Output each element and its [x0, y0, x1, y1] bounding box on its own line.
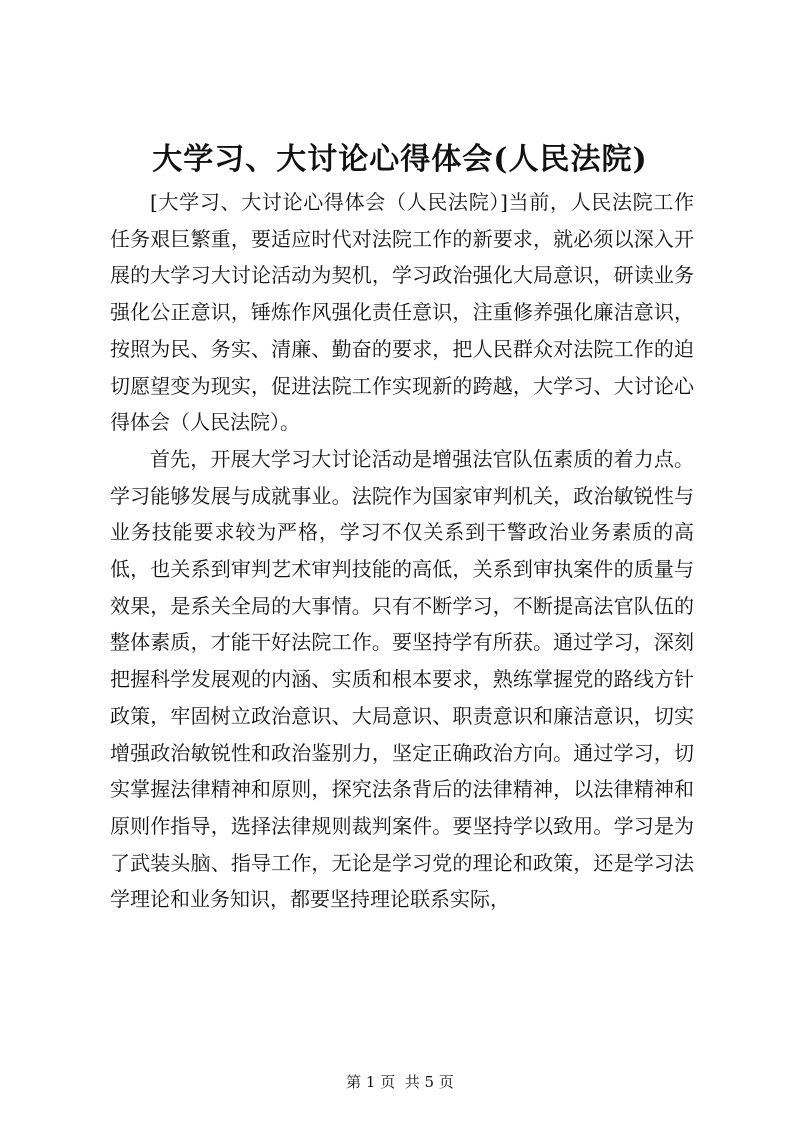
document-body: [110, 184, 694, 918]
paragraph-first-point: 首先，开展大学习大讨论活动是增强法官队伍素质的着力点。学习能够发展与成就事业。法院作为国家审判机关，政治敏锐性与业务技能要求较为严格，学习不仅关系到干警政治业务素质的高低，也关系到审判艺术审判技能的高低，关系到审执案件的质量与效果，是系关全局的大事情。只有不断学习，不断提高法官队伍的整体素质，才能干好法院工作。要坚持学有所获。通过学习，深刻把握科学发展观的内涵、实质和根本要求，熟练掌握党的路线方针政策，牢固树立政治意识、大局意识、职责意识和廉洁意识，切实增强政治敏锐性和政治鉴别力，坚定正确政治方向。通过学习，切实掌握法律精神和原则，探究法条背后的法律精神，以法律精神和原则作指导，选择法律规则裁判案件。要坚持学以致用。学习是为了武装头脑、指导工作，无论是学习党的理论和政策，还是学习法学理论和业务知识，都要坚持理论联系实际，: [110, 446, 694, 912]
document-title: 大学习、大讨论心得体会(人民法院): [152, 142, 648, 177]
page-number-label: 第 1 页 共 5 页: [346, 1073, 454, 1091]
paragraph-intro: [大学习、大讨论心得体会（人民法院）]当前，人民法院工作任务艰巨繁重，要适应时代对法院工作的新要求，就必须以深入开展的大学习大讨论活动为契机，学习政治强化大局意识，研读业务强化公正意识，锤炼作风强化责任意识，注重修养强化廉洁意识，按照为民、务实、清廉、勤奋的要求，把人民群众对法院工作的迫切愿望变为现实，促进法院工作实现新的跨越，大学习、大讨论心得体会（人民法院）。: [110, 190, 694, 435]
page-footer: [0, 1072, 800, 1092]
